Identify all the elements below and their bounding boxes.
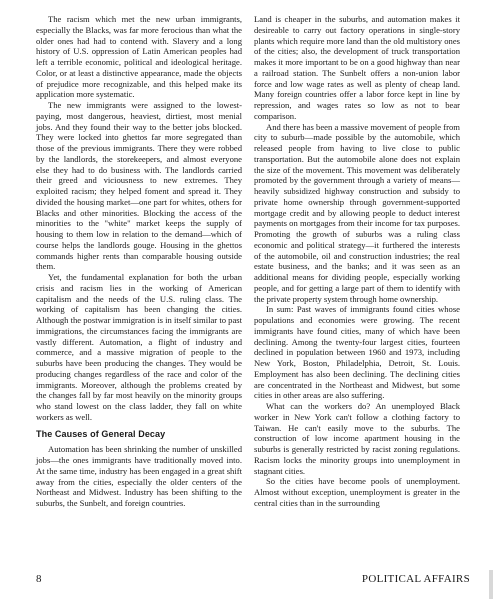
paragraph: The new immigrants were assigned to the lowest-paying, most dangerous, heaviest, dirtiest, most menial jobs. And they found their way to the better jobs blocked. They were locked into ghettos far more segregated than those of the previous immigrants. There they were robbed by the landlords, the storekeepers, and almost everyone else they had to do business with. The landlords carried their greed and viciousness to new extremes. They exploited racism; they helped foment and spread it. They divided the housing market—one part for whites, others for Blacks and other minorities. Blocking the access of the minorities to the "white" market keeps the supply of housing to them low in relation to the demand—which of course helps the landlords gouge. Housing in the ghettos commands higher rents than comparable housing outside them. [36,100,242,272]
right-column [254,14,460,509]
page-edge [489,570,493,599]
paragraph: And there has been a massive movement of people from city to suburb—made possible by the automobile, which released people from having to live close to public transportation. But the automobile alone does not explain the size of the movement. This movement was deliberately promoted by the government through a variety of means—heavily subsidized highway construction and subsidy to private home ownership through government-supported mortgage credit and by allowing people to deduct interest payments on mortgages from their income for tax purposes. Promoting the growth of suburbs was a ruling class economic and political strategy—it furthered the interests of the automobile, oil and construction industries; the real estate business, and the banks; and it was seen as an additional means for dividing people, especially working people, and for getting a large part of them to identify with the private property system through home ownership. [254,121,460,304]
page-number: 8 [36,573,42,585]
section-heading: The Causes of General Decay [36,428,166,439]
paragraph: Yet, the fundamental explanation for both the urban crisis and racism lies in the working of American capitalism and the needs of the U.S. ruling class. The working of capitalism has been changing the cities. Although the postwar immigration is in itself similar to past immigrations, the circumstances facing the immigrants are vastly different. Automation, a flight of industry and commerce, and a massive migration of people to the suburbs have been producing the changes. They would be producing changes regardless of the race and color of the immigrants. Moreover, although the problems created by the changes fall by far most heavily on the minority groups who stand lowest on the class ladder, they fall on white workers as well. [36,272,242,422]
paragraph: What can the workers do? An unemployed Black worker in New York can't follow a clothing factory to Taiwan. He can't easily move to the suburbs. The construction of low income apartment housing in the suburbs is generally restricted by racist zoning regulations. Racism locks the minority groups into unemployment in stagnant cities. [254,401,460,476]
paragraph: So the cities have become pools of unemployment. Almost without exception, unemployment is greater in the central cities than in the surrounding [254,476,460,508]
paragraph: Land is cheaper in the suburbs, and automation makes it desireable to carry out factory operations in single-story plants which require more land than the old multistory ones of the cities; also, the development of truck transportation makes it more important to be on a good highway than near a railroad station. The Sunbelt offers a non-union labor force and low wage rates as well as plenty of cheap land. Many foreign countries offer a labor force kept in line by repression, and wages rates so low as not to bear comparison. [254,14,460,121]
left-column [36,14,242,509]
paragraph: In sum: Past waves of immigrants found cities whose populations and economies were growing. The recent immigrants have found cities, many of which have been declining. Among the twenty-four largest cities, fourteen declined in population between 1960 and 1973, including New York, Boston, Philadelphia, Detroit, St. Louis. Employment has also been declining. The declining cities are concentrated in the Northeast and Midwest, but some cities in other areas are also suffering. [254,304,460,401]
paragraph: Automation has been shrinking the number of unskilled jobs—the ones immigrants have traditionally moved into. At the same time, industry has been engaged in a great shift away from the cities, especially the older centers of the Northeast and Midwest. Industry has been shifting to the suburbs, the Sunbelt, and foreign countries. [36,444,242,508]
journal-title: POLITICAL AFFAIRS [361,573,470,585]
paragraph: The racism which met the new urban immigrants, especially the Blacks, was far more ferocious than what the older ones had had to contend with. Slavery and a long history of U.S. oppression of Latin American peoples had left a terrible economic, political and ideological heritage. Color, or at least a distinctive appearance, made the objects of prejudice more recognizable, and this helped make its application more systematic. [36,14,242,100]
